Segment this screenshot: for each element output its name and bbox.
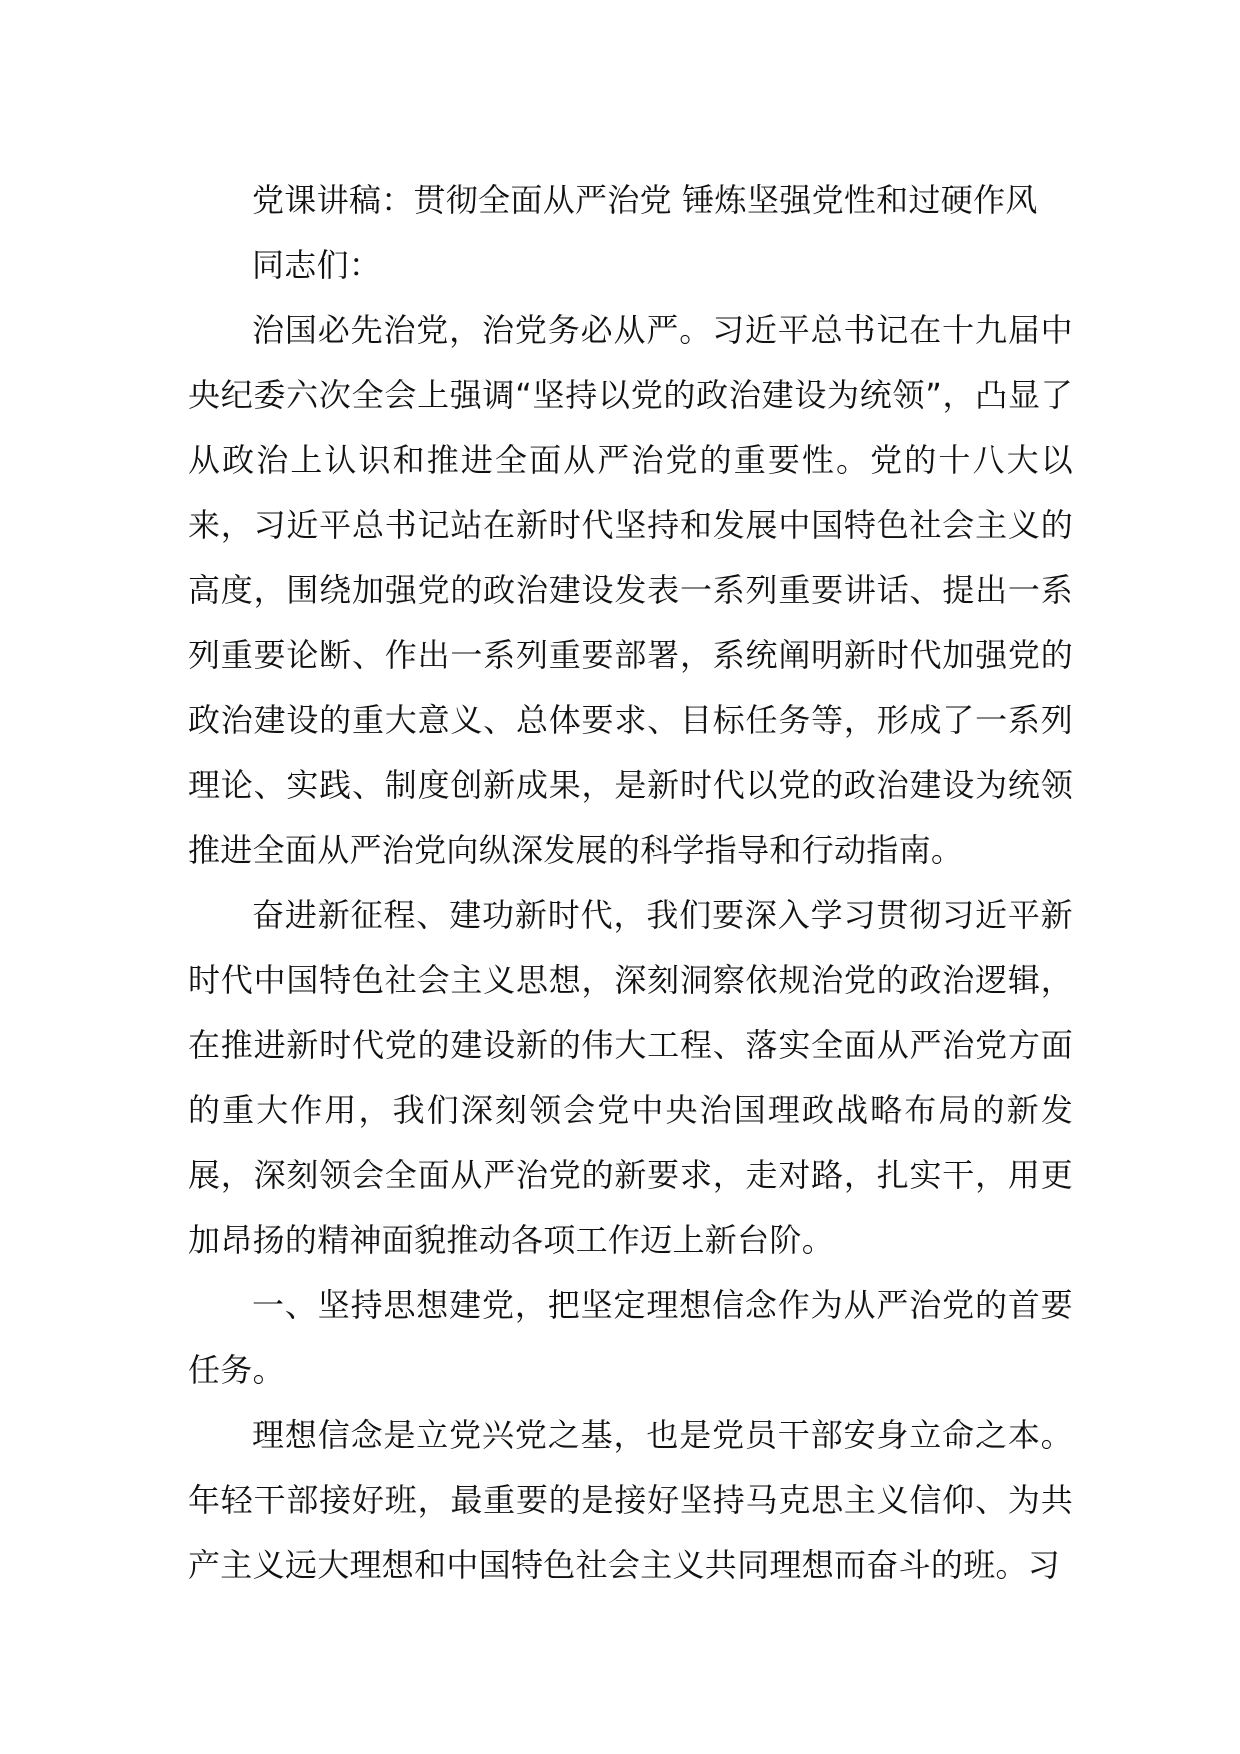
document-body <box>188 168 1073 1598</box>
section-heading-1: 一、坚持思想建党，把坚定理想信念作为从严治党的首要任务。 <box>188 1286 1073 1389</box>
document-title: 党课讲稿：贯彻全面从严治党 锤炼坚强党性和过硬作风 <box>252 181 1038 219</box>
salutation: 同志们： <box>252 246 382 284</box>
paragraph-ideals: 理想信念是立党兴党之基，也是党员干部安身立命之本。年轻干部接好班，最重要的是接好坚持马克思主义信仰、为共产主义远大理想和中国特色社会主义共同理想而奋斗的班。习 <box>188 1416 1073 1584</box>
paragraph-intro: 治国必先治党，治党务必从严。习近平总书记在十九届中央纪委六次全会上强调“坚持以党的政治建设为统领”，凸显了从政治上认识和推进全面从严治党的重要性。党的十八大以来，习近平总书记站在新时代坚持和发展中国特色社会主义的高度，围绕加强党的政治建设发表一系列重要讲话、提出一系列重要论断、作出一系列重要部署，系统阐明新时代加强党的政治建设的重大意义、总体要求、目标任务等，形成了一系列理论、实践、制度创新成果，是新时代以党的政治建设为统领推进全面从严治党向纵深发展的科学指导和行动指南。 <box>188 311 1073 869</box>
paragraph-new-journey: 奋进新征程、建功新时代，我们要深入学习贯彻习近平新时代中国特色社会主义思想，深刻洞察依规治党的政治逻辑，在推进新时代党的建设新的伟大工程、落实全面从严治党方面的重大作用，我们深刻领会党中央治国理政战略布局的新发展，深刻领会全面从严治党的新要求，走对路，扎实干，用更加昂扬的精神面貌推动各项工作迈上新台阶。 <box>188 896 1073 1259</box>
